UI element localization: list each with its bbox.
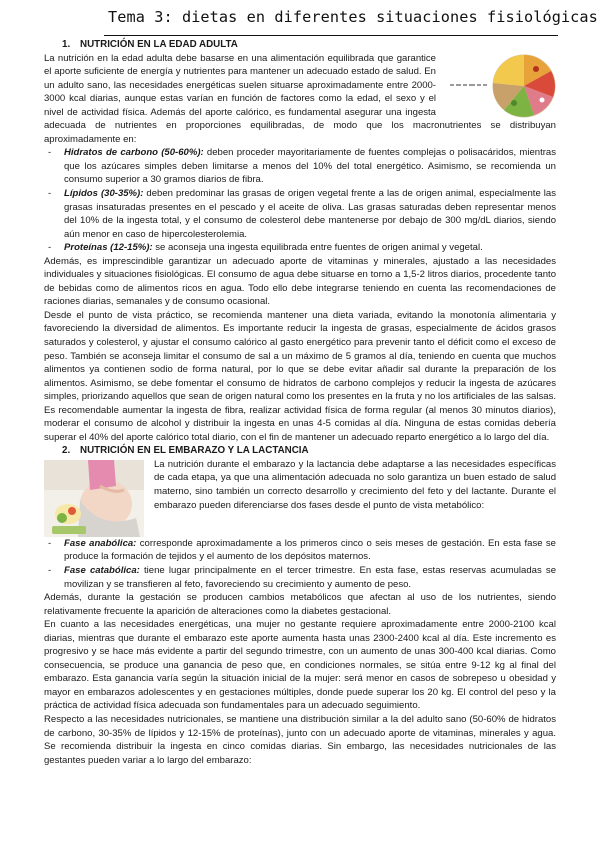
section-1-paragraph-3: Desde el punto de vista práctico, se recomienda mantener una dieta variada, evitando la monotonía alimentaria y favoreciendo la diversidad de alimentos. Es importante reducir la ingesta de grasas, especialmente de ácidos grasos saturados y colesterol, y ajustar el consumo calórico al gasto energético para prevenir tanto el déficit como el exceso de peso. También se aconseja limitar el consumo de sal a un máximo de 5 gramos al día, teniendo en cuenta que muchos alimentos ya contienen sodio de forma natural, por lo que se debe evitar añadir sal durante la preparación de los alimentos. Asimismo, se debe fomentar el consumo de hidratos de carbono complejos y reducir la ingesta de azúcares simples, priorizando aquellos que sean de origen natural como los presentes en la fruta y no los artificiales de las salsas. Es recomendable aumentar la ingesta de fibra, realizar actividad física de forma regular (al menos 30 minutos diarios), moderar el consumo de alcohol y distribuir la ingesta en unas 4-5 comidas al día. Ninguna de estas comidas debería superar el 40% del aporte calórico total diario, con el fin de mantener un adecuado reparto energético a lo largo del día. [44, 309, 556, 443]
title-underline [104, 35, 558, 36]
list-item [44, 537, 556, 564]
section-1-heading [62, 38, 556, 52]
section-1-title: NUTRICIÓN EN LA EDAD ADULTA [80, 39, 238, 50]
section-2-paragraph-3: En cuanto a las necesidades energéticas, una mujer no gestante requiere aproximadamente entre 2000-2100 kcal diarias, mientras que durante el embarazo este aporte aumenta hasta unas 2300-2400 kcal al día. Este incremento es progresivo y se hace más evidente a partir del segundo trimestre, con un aumento de unas 300-400 kcal diarias. Como consecuencia, se produce una ganancia de peso que, en condiciones normales, se sitúa entre 9-12 kg al final del embarazo. Esta ganancia varía según la situación inicial de la mujer: será menor en casos de sobrepeso u obesidad y mayor en embarazos adolescentes y en gestaciones múltiples, donde puede superar los 20 kg. El control del peso y la práctica de actividad física adecuada son fundamentales para un adecuado seguimiento. [44, 619, 556, 712]
list-item-text: se aconseja una ingesta equilibrada entre fuentes de origen animal y vegetal. [152, 242, 483, 254]
section-2-title: NUTRICIÓN EN EL EMBARAZO Y LA LACTANCIA [80, 445, 309, 457]
title-bar [42, 8, 598, 36]
section-2-paragraph-2: Además, durante la gestación se producen cambios metabólicos que afectan al uso de los nutrientes, siendo relativamente frecuente la aparición de alteraciones como la diabetes gestacional. [44, 592, 556, 617]
section-1-number: 1. [62, 39, 71, 50]
page-title: Tema 3: dietas en diferentes situaciones fisiológicas [108, 8, 598, 26]
pregnancy-phase-list [44, 537, 556, 591]
macronutrient-list [44, 146, 556, 254]
list-item-term: Fase catabólica: [64, 564, 140, 576]
section-2-paragraph-4: Respecto a las necesidades nutricionales, se mantiene una distribución similar a la del adulto sano (50-60% de hidratos de carbono, 30-35% de lípidos y 12-15% de proteínas), junto con un adecuado aporte de vitaminas, minerales y agua. Se recomienda distribuir la ingesta en cinco comidas diarias. Sin embargo, las necesidades nutricionales de las gestantes pueden variar a lo largo del embarazo: [44, 713, 556, 766]
food-plate-image [444, 53, 562, 119]
list-item-term: Fase anabólica: [64, 537, 137, 549]
list-item-text: tiene lugar principalmente en el tercer trimestre. En esta fase, estas reservas acumuladas se movilizan y se transfieren al feto, favoreciendo su crecimiento y aumento de peso. [64, 564, 556, 590]
list-item-term: Lípidos (30-35%): [64, 187, 144, 199]
section-2-intro: La nutrición durante el embarazo y la lactancia debe adaptarse a las necesidades específicas de cada etapa, ya que una alimentación adecuada no solo garantiza un buen estado de salud materno, sino también un correcto desarrollo y crecimiento del feto y del lactante. Durante el embarazo pueden diferenciarse dos fases desde el punto de vista metabólico: [154, 458, 556, 511]
pregnant-woman-image [44, 460, 144, 537]
list-item [44, 187, 556, 241]
section-2-number: 2. [62, 445, 71, 457]
list-item-text: deben predominar las grasas de origen vegetal frente a las de origen animal, especialmente las grasas insaturadas presentes en el pescado y el aceite de oliva. Las grasas saturadas deben representar menos del 10% de la ingesta total, y el consumo de colesterol debe mantenerse por debajo de 300 mg/dL diarios, siendo aún menor en caso de hipercolesterolemia. [64, 187, 556, 240]
list-item-term: Proteínas (12-15%): [64, 242, 153, 254]
section-1-paragraph-2: Además, es imprescindible garantizar un adecuado aporte de vitaminas y minerales, ajustado a las necesidades individuales y situaciones fisiológicas. El consumo de agua debe situarse en torno a 1,5-2 litros diarios, procedente tanto de bebidas como de alimentos ricos en agua. Todo ello debe integrarse teniendo en cuenta las recomendaciones de raciones diarias, semanales y de consumo ocasional. [44, 255, 556, 308]
list-item [44, 146, 556, 187]
list-item-text: deben proceder mayoritariamente de fuentes complejas o polisacáridos, mientras que los azúcares simples deben limitarse a menos del 10% del total energético. Asimismo, se recomienda un consumo superior a 30 gramos diarios de fibra. [64, 147, 556, 186]
list-item [44, 241, 556, 255]
list-item-text: corresponde aproximadamente a los primeros cinco o seis meses de gestación. En esta fase se produce la formación de tejidos y el aumento de los depósitos maternos. [64, 537, 556, 563]
section-1-intro: La nutrición en la edad adulta debe basarse en una alimentación equilibrada que garantice el aporte suficiente de energía y nutrientes para mantener un adecuado estado de salud. En un adulto sano, las necesidades energéticas suelen situarse aproximadamente entre 2000-3000 kcal diarias, aunque estas varían en función de factores como la edad, el sexo y el nivel de actividad física. Además del aporte calórico, es fundamental asegurar una ingesta adecuada de nutrientes en proporciones equilibradas, de modo que los macronutrientes se distribuyan aproximadamente en: [44, 52, 556, 145]
list-item [44, 564, 556, 591]
section-1-body [44, 52, 556, 147]
list-item-term: Hidratos de carbono (50-60%): [64, 147, 204, 159]
section-2-heading [62, 444, 556, 458]
section-2-body [44, 458, 556, 537]
